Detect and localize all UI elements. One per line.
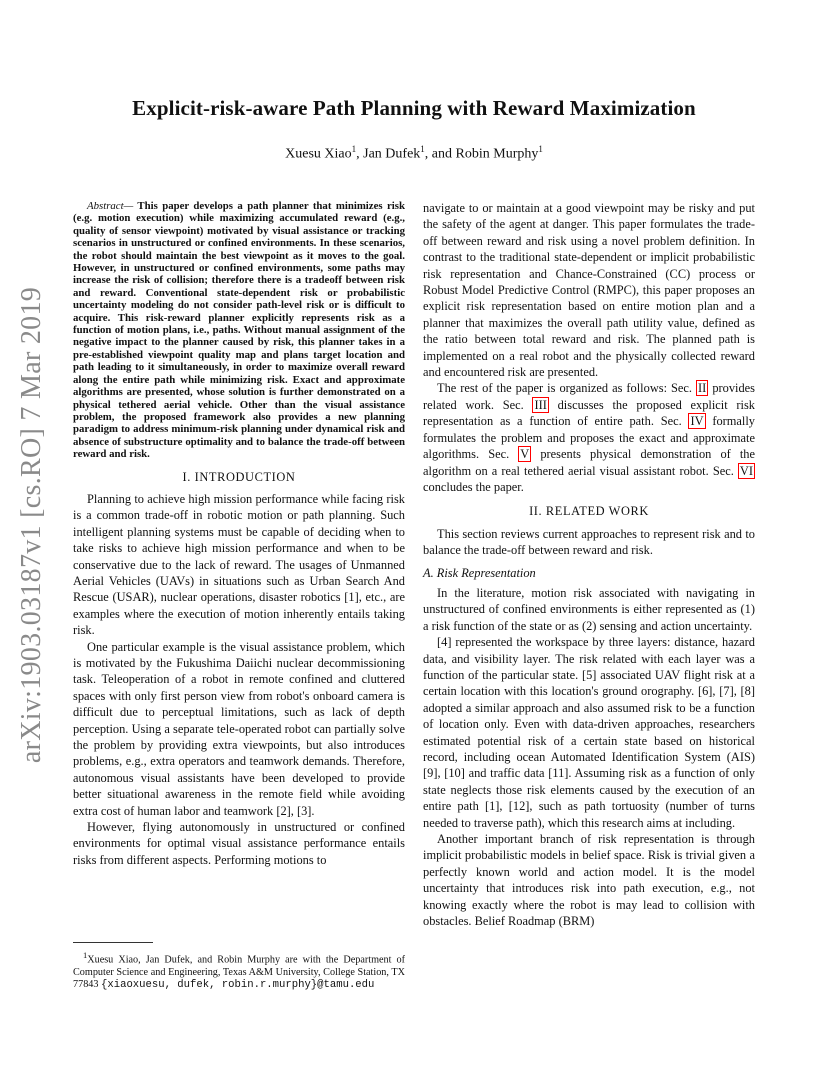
text-run: formally formulates the problem and proposes the exact and approximate algorithms. Sec. (423, 414, 755, 462)
abstract-label: Abstract— (87, 200, 134, 212)
section-heading-related-work: II. RELATED WORK (529, 504, 649, 519)
paper-outline-paragraph (423, 380, 755, 495)
paragraph: [4] represented the workspace by three layers: distance, hazard data, and visibility layer. The risk related with each layer was a function of the particular state. [5] associated UAV flight risk at a certain location with this location's ground orography. [6], [7], [8] adopted a similar approach and also assumed risk to be a function of location only. Even with data-driven approaches, researchers estimated potential risk of a certain state based on historical record, including ocean Automated Identification System (AIS) [9], [10] and traffic data [11]. Assuming risk as a function of only state neglects those risk elements caused by the execution of an entire path [1], [12], such as path tortuosity (number of turns needed to traverse path), which this research aims at including. (423, 635, 755, 830)
arxiv-identifier-text: arXiv:1903.03187v1 [cs.RO] 7 Mar 2019 (16, 286, 47, 764)
section-link-iii[interactable]: III (534, 397, 547, 412)
paragraph: One particular example is the visual assistance problem, which is motivated by the Fukushima Daiichi nuclear decommissioning task. Teleoperation of a robot in remote confined and cluttered spaces with only first person view from robot's onboard camera is difficult due to perceptual limitations, such as lack of depth perception. Using a separate tele-operated robot can partially solve the problem by providing extra viewpoints, but also introduces problems, e.g., extra operators and teamwork demands. Therefore, autonomous visual assistants have been developed to provide better situational awareness in the remote field while avoiding extra cost of human labor and teamwork [2], [3]. (73, 639, 405, 818)
paper-title: Explicit-risk-aware Path Planning with Reward Maximization (132, 96, 696, 120)
section-link-iv[interactable]: IV (690, 414, 704, 429)
text-run: provides related work. Sec. (423, 381, 755, 412)
footnote-body: Xuesu Xiao, Jan Dufek, and Robin Murphy are with the Department of Computer Science and Engineering, Texas A&M University, College Station, TX 77843 (73, 954, 405, 990)
footnote-mark: 1 (83, 950, 88, 960)
footnote-emails: {xiaoxuesu, dufek, robin.r.murphy}@tamu.edu (101, 978, 375, 991)
footnote (73, 942, 405, 991)
text-run: concludes the paper. (423, 479, 524, 494)
paragraph: In the literature, motion risk associated with navigating in unstructured of confined environments is either represented as (1) a risk function of the state or as (2) sensing and action uncertainty. (423, 585, 755, 633)
right-column (423, 200, 755, 929)
paragraph: Planning to achieve high mission performance while facing risk is a common trade-off in robotic motion or path planning. Such intelligent planning systems must be capable of deciding when to take risks to achieve high mission performance and when to be conservative due to the lack of reward. The usages of Unmanned Aerial Vehicles (UAVs) in situations such as Urban Search And Rescue (USAR), nuclear operations, disaster robotics [1], etc., are examples where the execution of motion inherently entails taking risk. (73, 491, 405, 638)
author-name: Xuesu Xiao (285, 146, 352, 162)
subsection-heading: A. Risk Representation (423, 565, 536, 580)
affiliation-mark: 1 (351, 144, 357, 154)
footnote-rule (73, 942, 153, 943)
author-name: Jan Dufek (363, 146, 421, 162)
paragraph: navigate to or maintain at a good viewpoint may be risky and put the safety of the agent at danger. This paper formulates the trade-off between reward and risk using a novel problem definition. In contrast to the traditional state-dependent or implicit probabilistic risk representation and Chance-Constrained (CC) process or Robust Model Predictive Control (RMPC), this paper proposes an explicit risk representation based on entire motion plan and a planner that maximizes the overall path utility value, defined as the ratio between total reward and risk. The planned path is implemented on a real robot and the physically collected reward and encountered risk are presented. (423, 201, 755, 380)
section-link-vi[interactable]: VI (739, 463, 753, 478)
paragraph: This section reviews current approaches to represent risk and to balance the trade-off between reward and risk. (423, 526, 755, 558)
author-separator: , and (424, 146, 456, 162)
affiliation-mark: 1 (420, 144, 425, 154)
text-run: discusses the proposed explicit risk representation as a function of entire path. Sec. (423, 397, 755, 429)
author-name: Robin Murphy (455, 146, 539, 162)
section-heading-introduction: I. INTRODUCTION (182, 469, 296, 484)
section-link-v[interactable]: V (520, 447, 530, 462)
affiliation-mark: 1 (538, 144, 543, 154)
paragraph: Another important branch of risk representation is through implicit probabilistic models in belief space. Risk is trivial given a perfectly known world and action model. It is the model uncertainty that introduces risk into path execution, e.g., not knowing exactly where the robot is may lead to collision with obstacles. Belief Roadmap (BRM) (423, 832, 755, 929)
author-line (0, 144, 828, 163)
arxiv-identifier (4, 286, 60, 764)
footnote-text (73, 949, 405, 991)
left-column (73, 200, 405, 868)
text-run: presents physical demonstration of the algorithm on a real tethered aerial visual assistant robot. Sec. (423, 447, 756, 478)
abstract (73, 200, 405, 461)
abstract-text: This paper develops a path planner that minimizes risk (e.g. motion execution) while maximizing accumulated reward (e.g., quality of sensor viewpoint) motivated by visual assistance or tracking scenarios in unstructured or confined environments. In these scenarios, the robot should maintain the best viewpoint as it moves to the goal. However, in unstructured or confined environments, some paths may increase the risk of collision; therefore there is a tradeoff between risk and reward. Conventional state-dependent risk or probabilistic uncertainty modeling do not consider path-level risk or is difficult to acquire. This risk-reward planner explicitly represents risk as a function of motion plans, i.e., paths. Without manual assignment of the negative impact to the planner caused by risk, this planner takes in a pre-established viewpoint quality map and plans target location and path leading to it simultaneously, in order to maximize overall reward along the entire path while minimizing risk. Exact and approximate algorithms are presented, whose solution is further demonstrated on a physical tethered aerial vehicle. Other than the visual assistance problem, the proposed framework also provides a new planning paradigm to address minimum-risk planning under dynamical risk and absence of substructure optimality and to balance the trade-off between reward and risk. (73, 200, 405, 461)
paragraph: However, flying autonomously in unstructured or confined environments for optimal visual assistance performance entails risks from different aspects. Performing motions to (73, 820, 405, 867)
author-separator: , (356, 146, 364, 162)
text-run: The rest of the paper is organized as follows: Sec. (437, 381, 697, 396)
section-link-ii[interactable]: II (698, 381, 707, 396)
